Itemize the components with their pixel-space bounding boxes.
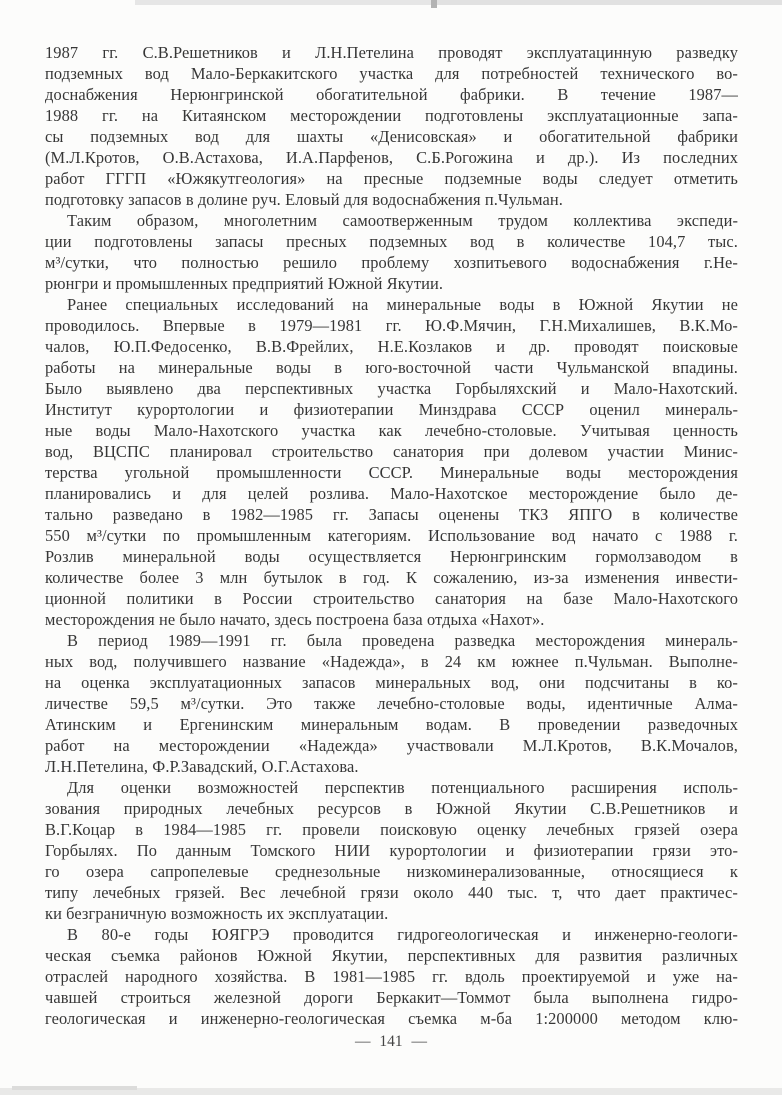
text-line: типу лечебных грязей. Вес лечебной грязи около 440 тыс. т, что дает практичес- bbox=[45, 883, 738, 902]
text-line: планировались и для целей розлива. Мало-Нахотское месторождение было де- bbox=[45, 484, 738, 503]
text-line: геологическая и инженерно-геологическая съемка м-ба 1:200000 методом клю- bbox=[45, 1009, 738, 1028]
text-line: (М.Л.Кротов, О.В.Астахова, И.А.Парфенов, С.Б.Рогожина и др.). Из последних bbox=[45, 148, 738, 167]
text-line: ных вод, получившего название «Надежда», в 24 км южнее п.Чульман. Выполне- bbox=[45, 652, 738, 671]
text-line: отраслей народного хозяйства. В 1981—1985 гг. вдоль проектируемой и уже на- bbox=[45, 967, 738, 986]
text-line: го озера сапропелевые среднезольные низкоминерализованные, относящиеся к bbox=[45, 862, 738, 881]
text-line: тально разведано в 1982—1985 гг. Запасы оценены ТКЗ ЯПГО в количестве bbox=[45, 505, 738, 524]
text-line: вод, ВЦСПС планировал строительство санатория при долевом участии Минис- bbox=[45, 442, 738, 461]
text-line: ционной политики в России строительство санатория на базе Мало-Нахотского bbox=[45, 589, 738, 608]
text-line: ные воды Мало-Нахотского участка как лечебно-столовые. Учитывая ценность bbox=[45, 421, 738, 440]
paragraph bbox=[45, 210, 738, 294]
text-line: чалов, Ю.П.Федосенко, В.В.Фрейлих, Н.Е.Козлаков и др. проводят поисковые bbox=[45, 337, 738, 356]
text-line: подземных вод Мало-Беркакитского участка для потребностей технического во- bbox=[45, 64, 738, 83]
text-line: м³/сутки, что полностью решило проблему хозпитьевого водоснабжения г.Не- bbox=[45, 253, 738, 272]
text-line: Атинским и Ергенинским минеральным водам. В проведении разведочных bbox=[45, 715, 738, 734]
scan-artifact-top-band-right bbox=[437, 0, 782, 5]
text-line: личестве 59,5 м³/сутки. Это также лечебно-столовые воды, идентичные Алма- bbox=[45, 694, 738, 713]
text-line: подготовку запасов в долине руч. Еловый для водоснабжения п.Чульман. bbox=[45, 190, 563, 209]
text-line: проводилось. Впервые в 1979—1981 гг. Ю.Ф.Мячин, Г.Н.Михалишев, В.К.Мо- bbox=[45, 316, 738, 335]
text-line: работы на минеральные воды в юго-восточной части Чульманской впадины. bbox=[45, 358, 738, 377]
text-line: Горбылях. По данным Томского НИИ курортологии и физиотерапии грязи это- bbox=[45, 841, 738, 860]
text-line: рюнгри и промышленных предприятий Южной Якутии. bbox=[45, 274, 444, 293]
paragraph bbox=[45, 294, 738, 630]
paragraph bbox=[45, 777, 738, 924]
text-line: ции подготовлены запасы пресных подземных вод в количестве 104,7 тыс. bbox=[45, 232, 738, 251]
text-line: Ранее специальных исследований на минеральные воды в Южной Якутии не bbox=[67, 295, 738, 314]
text-line: Таким образом, многолетним самоотверженным трудом коллектива экспеди- bbox=[67, 211, 738, 230]
text-line: В период 1989—1991 гг. была проведена разведка месторождения минераль- bbox=[67, 631, 738, 650]
scan-artifact-bottom-band-dark bbox=[12, 1086, 137, 1090]
text-line: ческая съемка районов Южной Якутии, перспективных для развития различных bbox=[45, 946, 738, 965]
text-line: терства угольной промышленности СССР. Минеральные воды месторождения bbox=[45, 463, 738, 482]
text-line: Для оценки возможностей перспектив потенциального расширения исполь- bbox=[67, 778, 738, 797]
text-line: 1988 гг. на Китаянском месторождении подготовлены эксплуатационные запа- bbox=[45, 106, 738, 125]
text-line: Л.Н.Петелина, Ф.Р.Завадский, О.Г.Астахова. bbox=[45, 757, 359, 776]
page-number: — 141 — bbox=[355, 1033, 427, 1050]
paragraph bbox=[45, 42, 738, 210]
text-line: В.Г.Коцар в 1984—1985 гг. провели поисковую оценку лечебных грязей озера bbox=[45, 820, 738, 839]
text-line: зования природных лечебных ресурсов в Южной Якутии С.В.Решетников и bbox=[45, 799, 738, 818]
text-line: чавшей строиться железной дороги Беркакит—Томмот была выполнена гидро- bbox=[45, 988, 738, 1007]
text-line: Розлив минеральной воды осуществляется Нерюнгринским гормолзаводом в bbox=[45, 547, 738, 566]
scan-artifact-top-band-left bbox=[135, 0, 431, 5]
text-line: В 80-е годы ЮЯГРЭ проводится гидрогеологическая и инженерно-геологи- bbox=[67, 925, 738, 944]
text-line: доснабжения Нерюнгринской обогатительной фабрики. В течение 1987— bbox=[45, 85, 738, 104]
text-line: месторождения не было начато, здесь построена база отдыха «Нахот». bbox=[45, 610, 545, 629]
text-line: на оценка эксплуатационных запасов минеральных вод, они подсчитаны в ко- bbox=[45, 673, 738, 692]
text-line: количестве более 3 млн бутылок в год. К сожалению, из-за изменения инвести- bbox=[45, 568, 738, 587]
text-line: 550 м³/сутки по промышленным категориям. Использование вод начато с 1988 г. bbox=[45, 526, 738, 545]
paragraph bbox=[45, 630, 738, 777]
text-block bbox=[45, 42, 738, 1029]
text-line: работ ГГГП «Южякутгеология» на пресные подземные воды следует отметить bbox=[45, 169, 738, 188]
text-line: работ на месторождении «Надежда» участвовали М.Л.Кротов, В.К.Мочалов, bbox=[45, 736, 738, 755]
text-line: Институт курортологии и физиотерапии Минздрава СССР оценил минераль- bbox=[45, 400, 738, 419]
text-line: Было выявлено два перспективных участка Горбыляхский и Мало-Нахотский. bbox=[45, 379, 738, 398]
text-line: ки безграничную возможность их эксплуатации. bbox=[45, 904, 389, 923]
paragraph bbox=[45, 924, 738, 1029]
text-line: 1987 гг. С.В.Решетников и Л.Н.Петелина проводят эксплуатацинную разведку bbox=[45, 43, 738, 62]
text-line: сы подземных вод для шахты «Денисовская» и обогатительной фабрики bbox=[45, 127, 738, 146]
